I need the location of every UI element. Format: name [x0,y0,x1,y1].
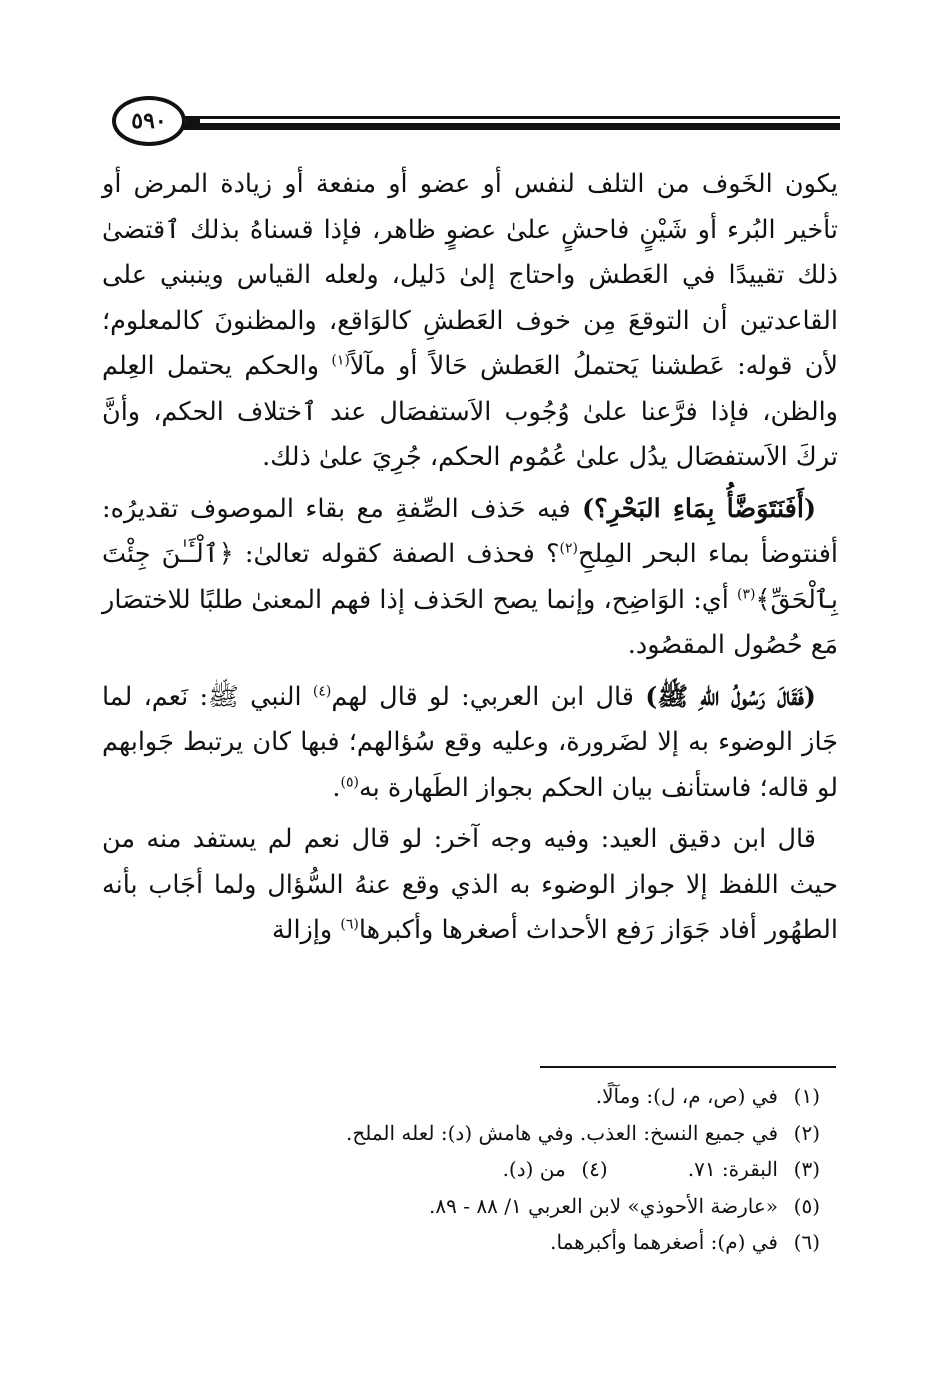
footnote-ref-5[interactable]: (٥) [340,774,359,790]
footnote-item [102,1078,820,1115]
footnote-item [102,1188,820,1225]
footnotes [102,1078,820,1261]
footnote-number: (٣) [793,1157,820,1181]
footnote-ref-4[interactable]: (٤) [312,683,332,699]
lemma-quote: (أَفَنَتَوَضَّأُ بِمَاءِ البَحْرِ؟) [582,493,817,524]
lemma-quote: (فَقَالَ رَسُولُ اللهِ ﷺ) [645,681,816,712]
page-number: ٥٩٠ [131,108,167,134]
main-text [102,162,838,954]
paragraph-1: يكون الخَوف من التلف لنفس أو عضو أو منفعة أو زيادة المرض أو تأخير البُرء أو شَيْنٍ فاحشٍ علىٰ عضوٍ ظاهر، فإذا قسناهُ بذلك ٱقتضىٰ ذلك تقييدًا في العَطش واحتاج إلىٰ دَليل، ولعله القياس وينبني على القاعدتين أن التوقعَ مِن خوف العَطشِ كالوَاقع، والمظنونَ كالمعلوم؛ لأن قوله: عَطشنا يَحتملُ العَطش حَالاً أو مآلاً$^{(١)}$ والحكم يحتمل العِلم والظن، فإذا فرَّعنا علىٰ وُجُوب الاَستفصَال عند ٱختلاف الحكم، وأنَّ تركَ الاَستفصَال يدُل علىٰ عُمُوم الحكم، جُرِيَ علىٰ ذلك. [102,169,838,472]
paragraph-3: (فَقَالَ رَسُولُ اللهِ ﷺ) قال ابن العربي: لو قال لهم$^{(٤)}$ النبي ﷺ: نَعم، لما جَاز الوضوء به إلا لضَرورة، وعليه وقع سُؤالهم؛ فبها كان يرتبط جَوابهم لو قاله؛ فاستأنف بيان الحكم بجواز الطَهارة به$^{(٥)}$. [102,681,838,803]
footnote-ref-2[interactable]: (٢) [559,540,579,557]
paragraph-2: (أَفَنَتَوَضَّأُ بِمَاءِ البَحْرِ؟) فيه حَذف الصِّفةِ مع بقاء الموصوف تقديرُه: أفنتوضأ بماء البحر المِلحِ$^{(٢)}$؟ فحذف الصفة كقوله تعالىٰ: ﴿ٱلْـَٔـٰنَ جِئْتَ بِٱلْحَقِّ﴾$^{(٣)}$ أي: الوَاضِح، وإنما يصح الحَذف إذا فهم المعنىٰ طلبًا للاختصَار مَع حُصُول المقصُود. [102,493,838,660]
footnote-text: في (م): أصغرهما وأكبرهما. [550,1230,778,1254]
footnote-item [102,1224,820,1261]
footnote-number: (٢) [793,1120,820,1145]
footnote-number: (٦) [793,1230,820,1254]
footnote-ref-1[interactable]: (١) [331,352,350,369]
footnote-item [102,1115,820,1152]
footnote-text: «عارضة الأحوذي» لابن العربي ١/ ٨٨ - ٨٩. [429,1193,778,1218]
footnote-text: البقرة: ٧١. [687,1157,778,1181]
header-rule-thin [140,116,840,119]
footnote-number: (٥) [793,1193,820,1218]
footnote-text: في جميع النسخ: العذب. وفي هامش (د): لعله الملح. [345,1120,778,1145]
footnote-ref-6[interactable]: (٦) [340,916,359,933]
footnote-item [102,1151,820,1188]
footnote-text: من (د). [502,1157,566,1181]
header-rule-thick [140,123,840,130]
page-header [100,92,840,162]
paragraph-4: قال ابن دقيق العيد: وفيه وجه آخر: لو قال نعم لم يستفد منه من حيث اللفظ إلا جواز الوضوء به الذي وقع عنهُ السُّؤال ولما أجَاب بأنه الطهُور أفاد جَوَاز رَفع الأحداث أصغرها وأكبرها$^{(٦)}$ وإزالة [102,824,838,945]
footnote-ref-3[interactable]: (٣) [737,586,756,602]
footnote-text: في (ص، م، ل): ومآلًا. [595,1084,778,1108]
badge-connector [186,119,200,123]
footnote-separator [540,1066,836,1068]
footnote-number: (١) [793,1084,820,1108]
page-number-badge [112,96,186,146]
footnote-number: (٤) [581,1157,608,1181]
